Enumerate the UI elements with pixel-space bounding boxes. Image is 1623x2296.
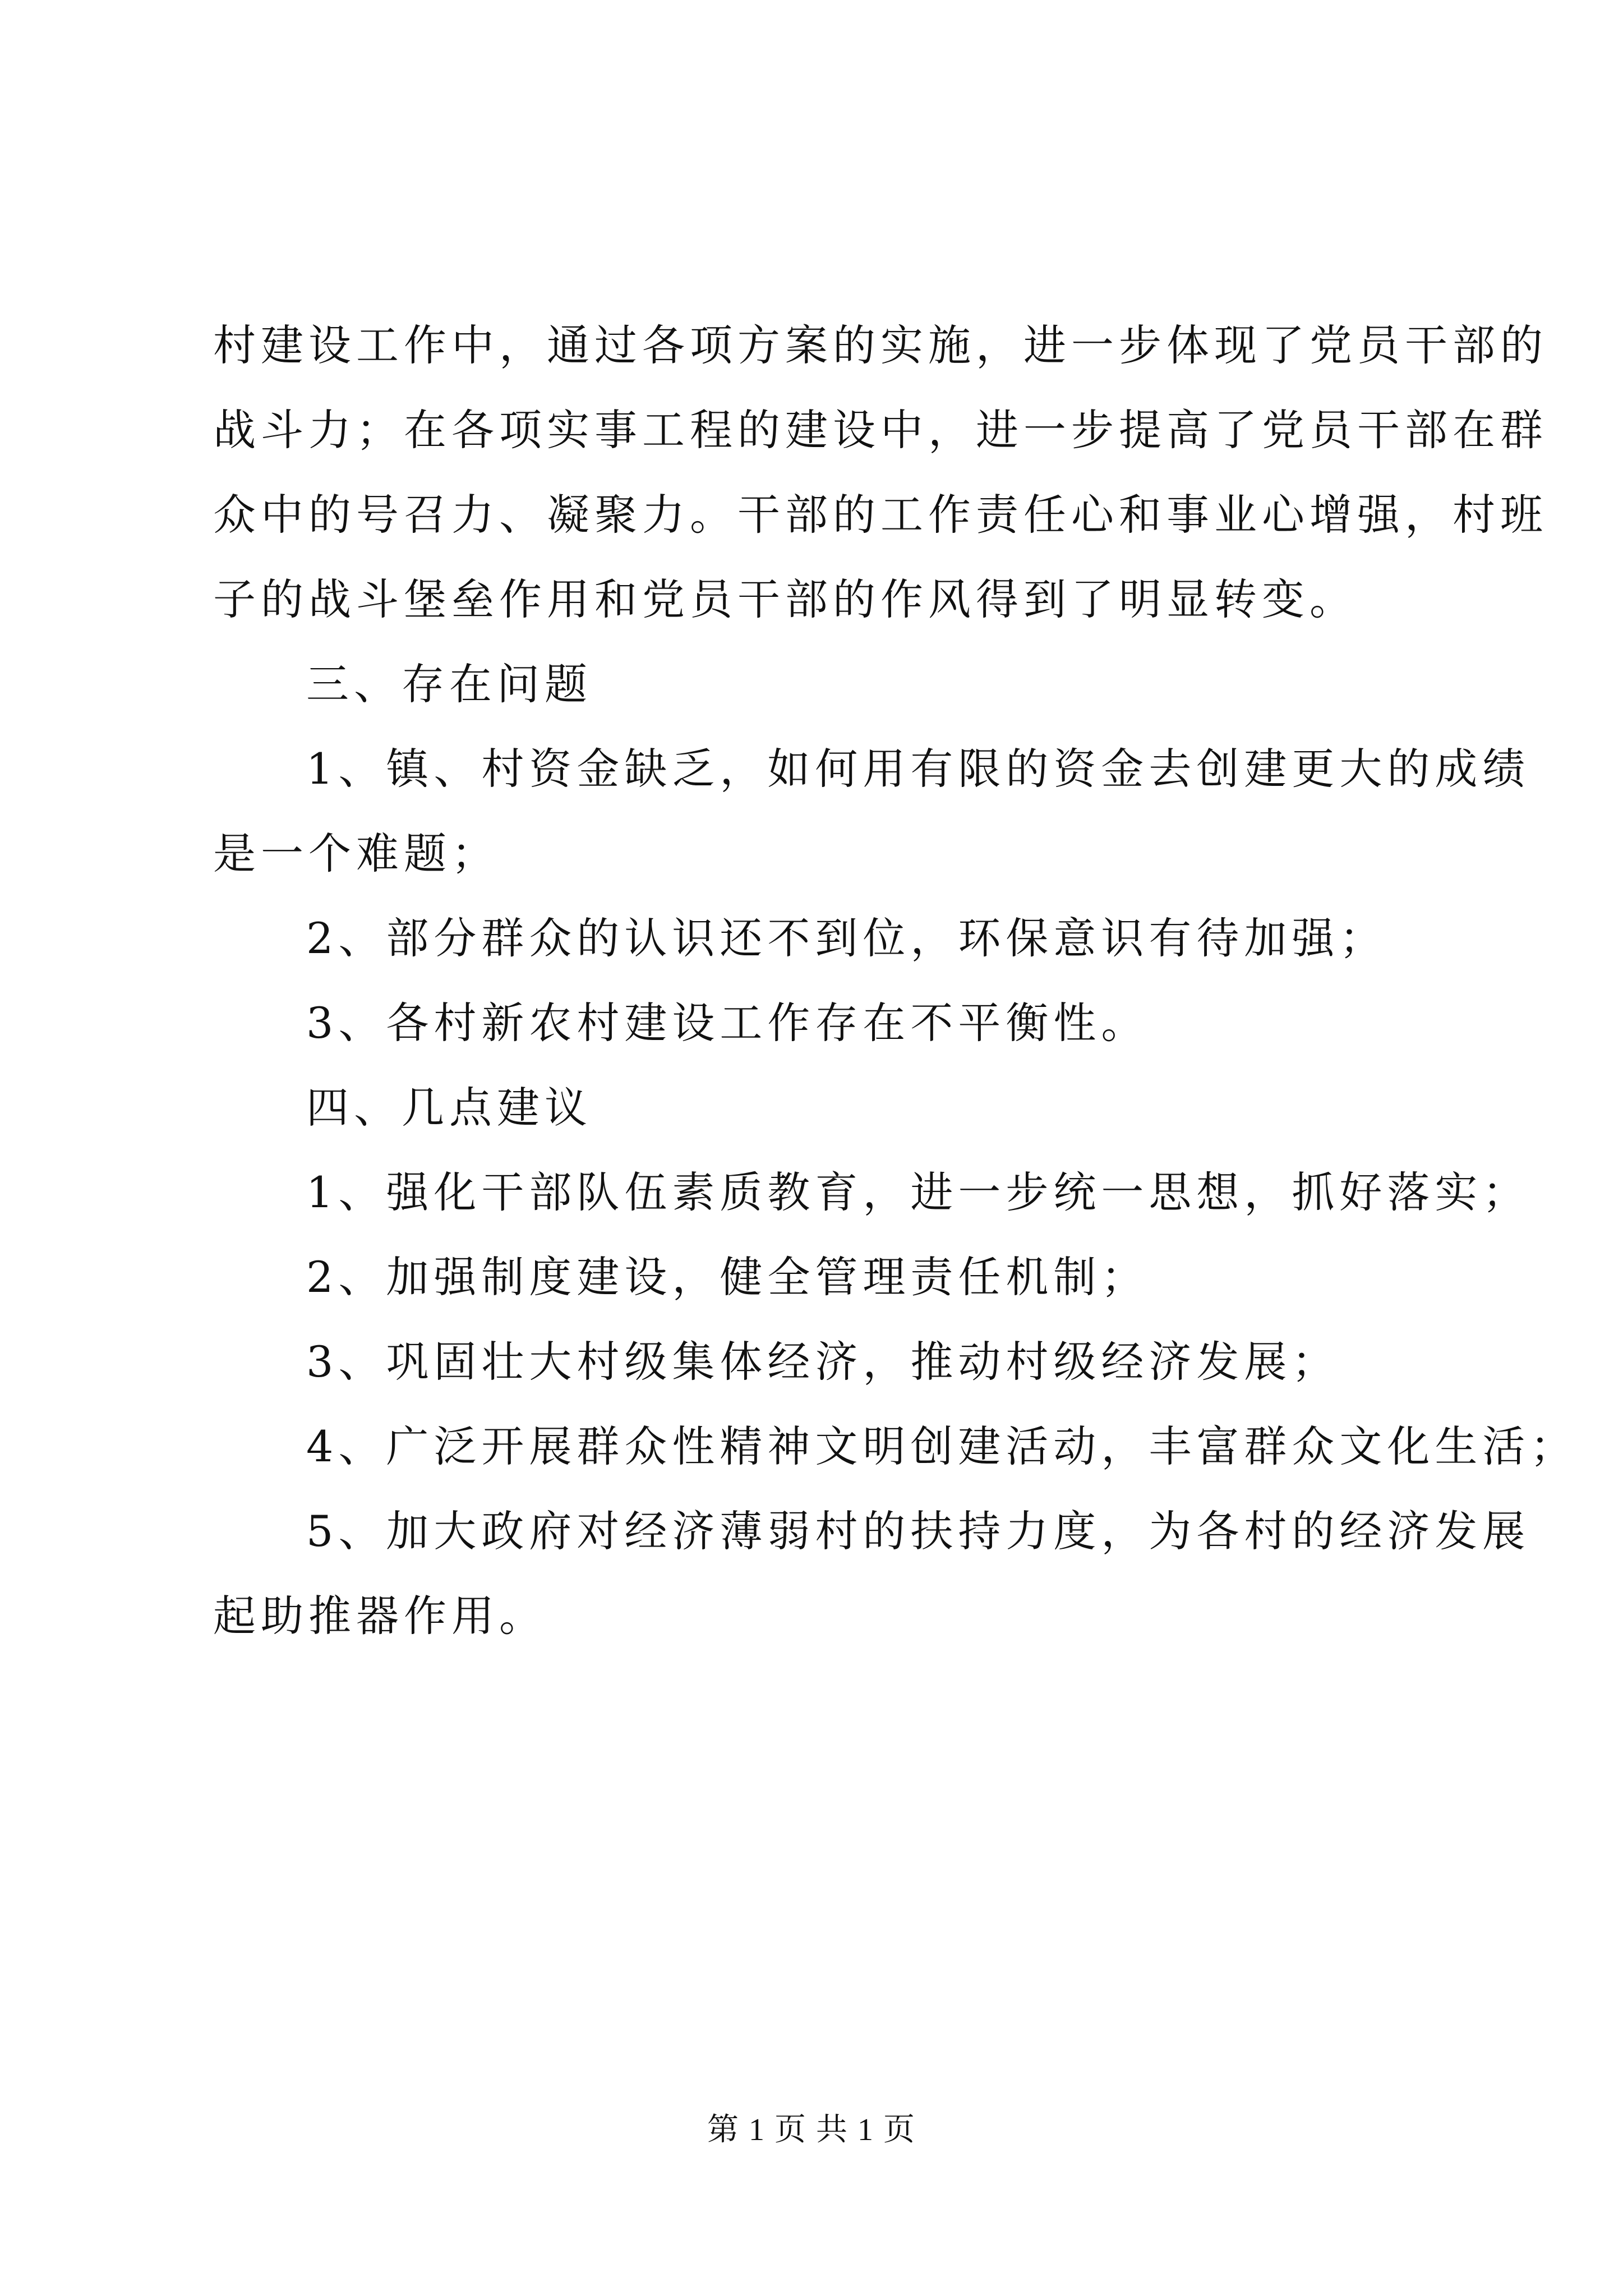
suggestion-item-5-continued: 起助推器作用。 (213, 1591, 547, 1641)
problem-item-3: 3、各村新农村建设工作存在不平衡性。 (306, 998, 1149, 1048)
suggestion-item-1: 1、强化干部队伍素质教育，进一步统一思想，抓好落实； (306, 1167, 1530, 1217)
suggestion-item-2: 2、加强制度建设，健全管理责任机制； (306, 1252, 1149, 1302)
problem-item-1: 1、镇、村资金缺乏，如何用有限的资金去创建更大的成绩 (306, 744, 1530, 794)
suggestion-item-5: 5、加大政府对经济薄弱村的扶持力度，为各村的经济发展 (306, 1506, 1530, 1556)
suggestion-item-3: 3、巩固壮大村级集体经济，推动村级经济发展； (306, 1337, 1340, 1387)
text-line: 村建设工作中，通过各项方案的实施，进一步体现了党员干部的 (213, 320, 1548, 370)
section-heading-suggestions: 四、几点建议 (306, 1083, 592, 1133)
suggestion-item-4: 4、广泛开展群众性精神文明创建活动，丰富群众文化生活； (306, 1421, 1578, 1471)
text-line: 战斗力；在各项实事工程的建设中，进一步提高了党员干部在群 (213, 405, 1548, 455)
problem-item-1-continued: 是一个难题； (213, 829, 499, 878)
text-line: 子的战斗堡垒作用和党员干部的作风得到了明显转变。 (213, 574, 1357, 624)
page-number-footer: 第 1 页 共 1 页 (707, 2113, 916, 2147)
problem-item-2: 2、部分群众的认识还不到位，环保意识有待加强； (306, 913, 1387, 963)
document-body (213, 303, 1578, 1658)
text-line: 众中的号召力、凝聚力。干部的工作责任心和事业心增强，村班 (213, 490, 1548, 540)
section-heading-problems: 三、存在问题 (306, 659, 592, 709)
